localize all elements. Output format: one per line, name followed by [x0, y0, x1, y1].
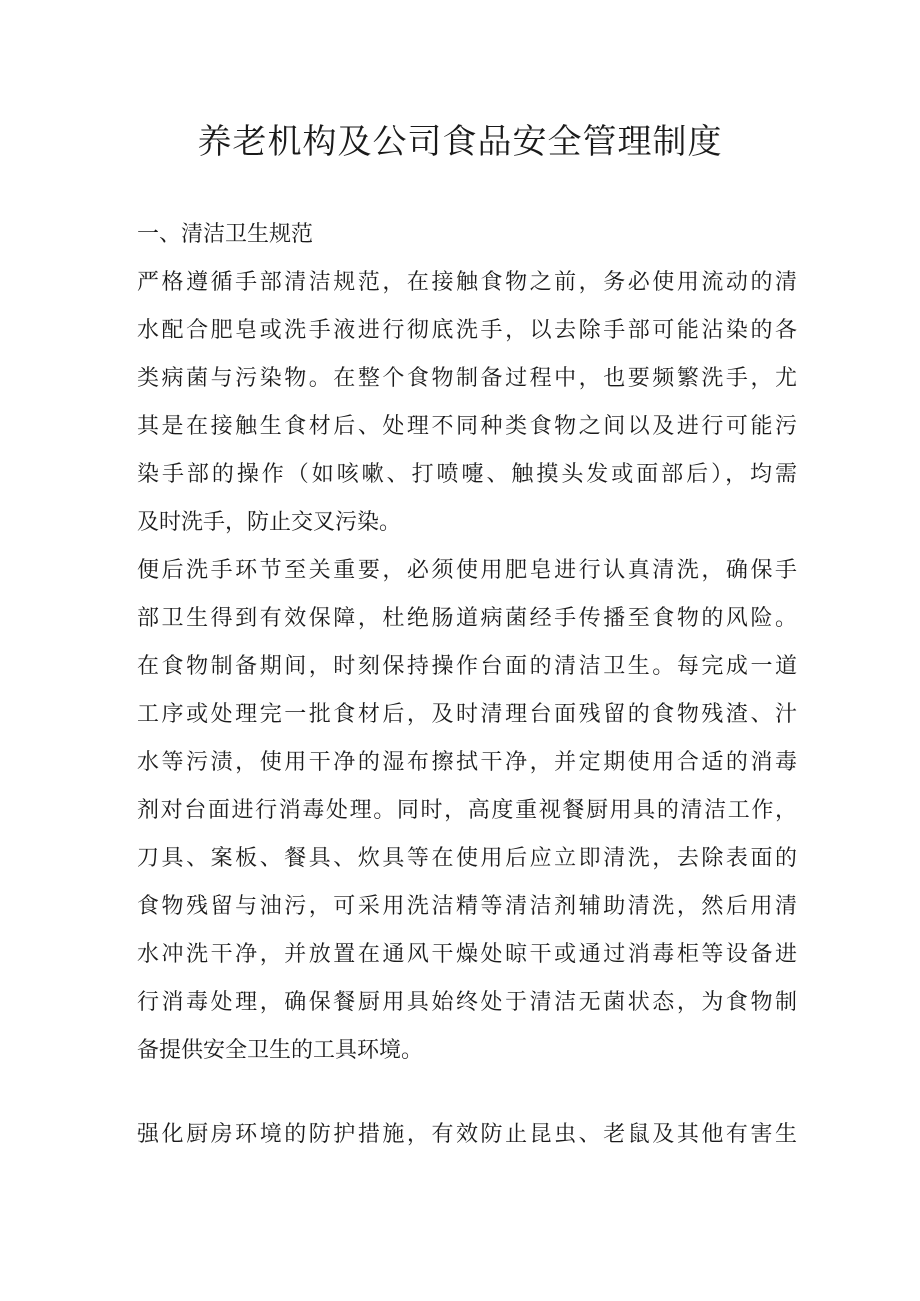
text-line: 强化厨房环境的防护措施，有效防止昆虫、老鼠及其他有害生 [137, 1122, 797, 1147]
text-line: 剂对台面进行消毒处理。同时，高度重视餐厨用具的清洁工作， [137, 798, 797, 823]
text-line: 便后洗手环节至关重要，必须使用肥皂进行认真清洗，确保手 [137, 558, 797, 583]
document-title: 养老机构及公司食品安全管理制度 [197, 122, 723, 162]
text-line: 其是在接触生食材后、处理不同种类食物之间以及进行可能污 [137, 414, 797, 439]
paragraph-pest-control [137, 1111, 797, 1159]
paragraph-toilet-hand-washing [137, 547, 797, 643]
text-line: 在食物制备期间，时刻保持操作台面的清洁卫生。每完成一道 [137, 654, 797, 679]
paragraph-spacer [137, 1075, 797, 1111]
text-line: 刀具、案板、餐具、炊具等在使用后应立即清洗，去除表面的 [137, 846, 797, 871]
text-line: 部卫生得到有效保障，杜绝肠道病菌经手传播至食物的风险。 [137, 606, 797, 631]
text-line: 水等污渍，使用干净的湿布擦拭干净，并定期使用合适的消毒 [137, 750, 797, 775]
text-line: 备提供安全卫生的工具环境。 [137, 1038, 424, 1063]
text-line: 水冲洗干净，并放置在通风干燥处晾干或通过消毒柜等设备进 [137, 942, 797, 967]
text-line: 严格遵循手部清洁规范，在接触食物之前，务必使用流动的清 [137, 270, 797, 295]
section-heading: 一、清洁卫生规范 [137, 222, 314, 247]
text-line: 染手部的操作（如咳嗽、打喷嚏、触摸头发或面部后），均需 [137, 462, 797, 487]
paragraph-hand-washing [137, 259, 797, 547]
text-line: 类病菌与污染物。在整个食物制备过程中，也要频繁洗手，尤 [137, 366, 797, 391]
text-line: 及时洗手，防止交叉污染。 [137, 510, 402, 535]
paragraph-countertop-and-utensils [137, 643, 797, 1075]
text-line: 行消毒处理，确保餐厨用具始终处于清洁无菌状态，为食物制 [137, 990, 797, 1015]
text-line: 食物残留与油污，可采用洗洁精等清洁剂辅助清洗，然后用清 [137, 894, 797, 919]
document-body [137, 211, 797, 1159]
text-line: 水配合肥皂或洗手液进行彻底洗手，以去除手部可能沾染的各 [137, 318, 797, 343]
text-line: 工序或处理完一批食材后，及时清理台面残留的食物残渣、汁 [137, 702, 797, 727]
